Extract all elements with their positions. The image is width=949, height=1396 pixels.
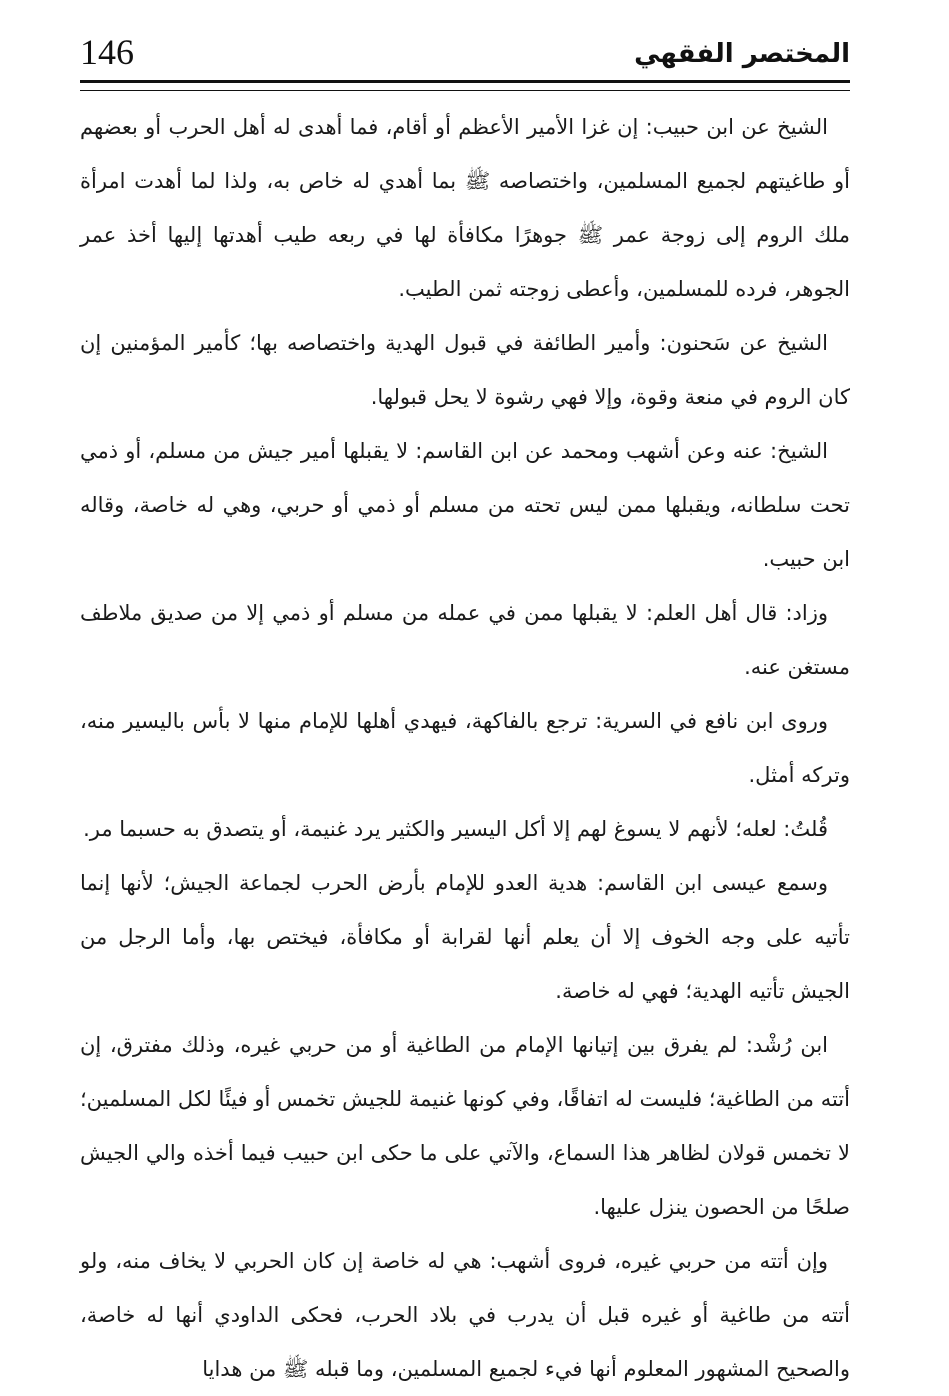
page-body <box>80 100 850 1396</box>
page-number: 146 <box>80 32 134 72</box>
paragraph-ibn-nafi: وروى ابن نافع في السرية: ترجع بالفاكهة، فيهدي أهلها للإمام منها لا بأس باليسير منه، وتركه أمثل. <box>80 709 850 787</box>
paragraph-ashhab: الشيخ: عنه وعن أشهب ومحمد عن ابن القاسم: لا يقبلها أمير جيش من مسلم، أو ذمي تحت سلطانه، ويقبلها ممن ليس تحته من مسلم أو ذمي أو حربي، وهي له خاصة، وقاله ابن حبيب. <box>80 439 850 571</box>
paragraph-ibn-rushd: ابن رُشْد: لم يفرق بين إتيانها الإمام من الطاغية أو من حربي غيره، وذلك مفترق، إن أتته من الطاغية؛ فليست له اتفاقًا، وفي كونها غنيمة للجيش تخمس أو فيئًا لكل المسلمين؛ لا تخمس قولان لظاهر هذا السماع، والآتي على ما حكى ابن حبيب فيما أخذه والي الجيش صلحًا من الحصون ينزل عليها. <box>80 1033 850 1219</box>
paragraph-ahl-al-ilm: وزاد: قال أهل العلم: لا يقبلها ممن في عمله من مسلم أو ذمي إلا من صديق ملاطف مستغن عنه. <box>80 601 850 679</box>
page-header <box>80 30 850 78</box>
paragraph-harbi: وإن أتته من حربي غيره، فروى أشهب: هي له خاصة إن كان الحربي لا يخاف منه، ولو أتته من طاغية أو غيره قبل أن يدرب في بلاد الحرب، فحكى الداودي أنها له خاصة، والصحيح المشهور المعلوم أنها فيء لجميع المسلمين، وما قبله ﷺ من هدايا <box>80 1249 850 1381</box>
book-title: المختصر الفقهي <box>634 39 850 69</box>
paragraph-sahnun: الشيخ عن سَحنون: وأمير الطائفة في قبول الهدية واختصاصه بها؛ كأمير المؤمنين إن كان الروم في منعة وقوة، وإلا فهي رشوة لا يحل قبولها. <box>80 331 850 409</box>
paragraph-ibn-habib: الشيخ عن ابن حبيب: إن غزا الأمير الأعظم أو أقام، فما أهدى له أهل الحرب أو بعضهم أو طاغيتهم لجميع المسلمين، واختصاصه ﷺ بما أهدي له خاص به، ولذا لما أهدت امرأة ملك الروم إلى زوجة عمر ﷺ جوهرًا مكافأة لها في ربعه طيب أهدتها إليها أخذ عمر الجوهر، فرده للمسلمين، وأعطى زوجته ثمن الطيب. <box>80 115 850 301</box>
header-divider <box>80 80 850 91</box>
paragraph-isa: وسمع عيسى ابن القاسم: هدية العدو للإمام بأرض الحرب لجماعة الجيش؛ لأنها إنما تأتيه على وجه الخوف إلا أن يعلم أنها لقرابة أو مكافأة، فيختص بها، وأما الرجل من الجيش تأتيه الهدية؛ فهي له خاصة. <box>80 871 850 1003</box>
paragraph-qultu: قُلتُ: لعله؛ لأنهم لا يسوغ لهم إلا أكل اليسير والكثير يرد غنيمة، أو يتصدق به حسبما مر. <box>83 817 828 841</box>
